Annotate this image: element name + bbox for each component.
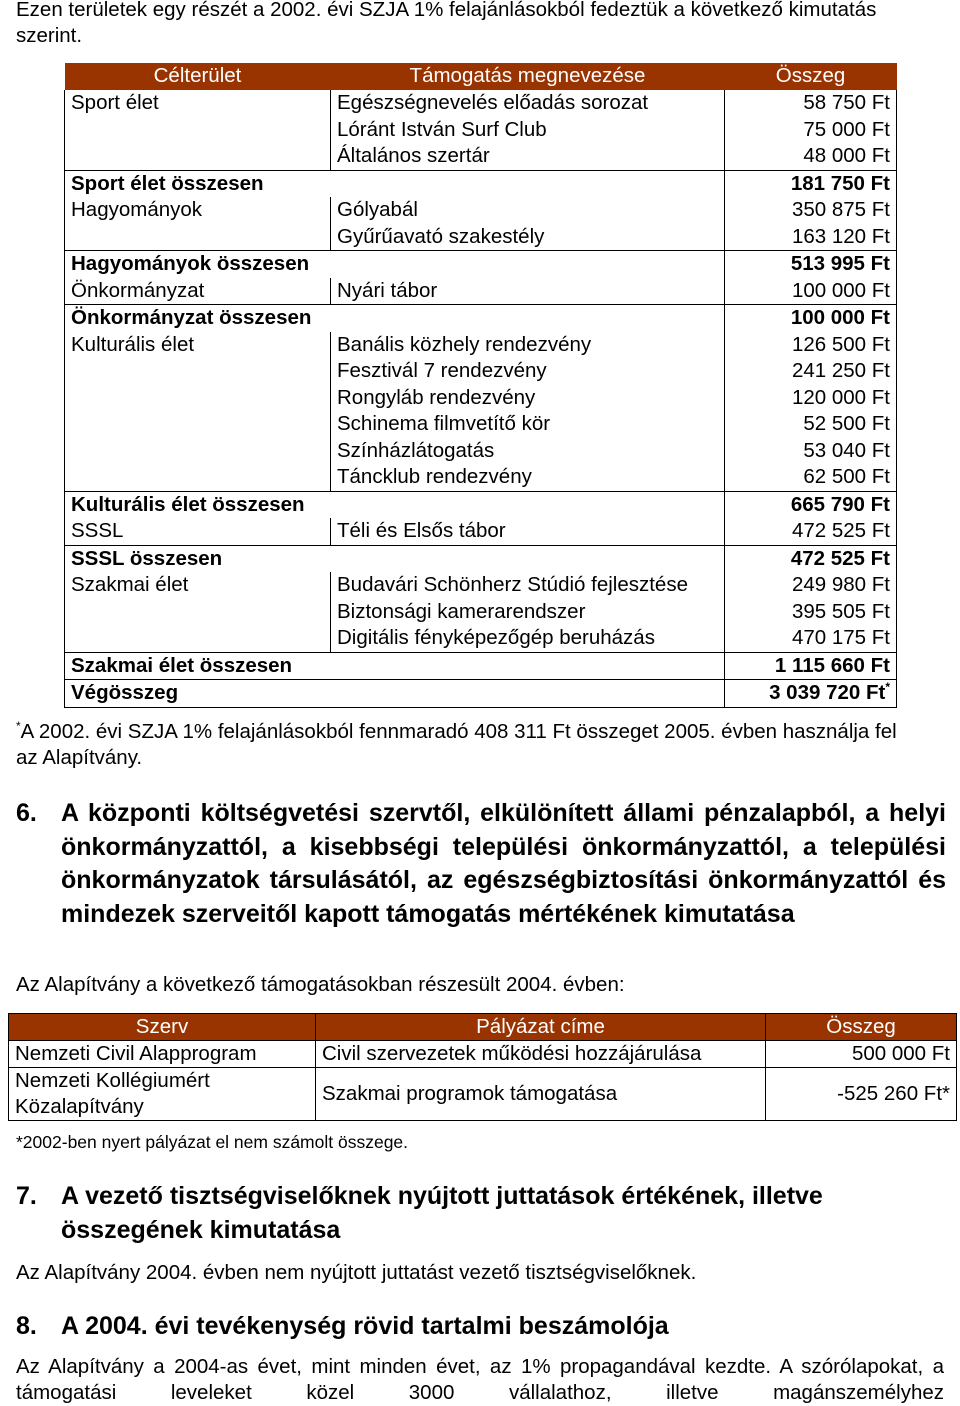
header-sum: Összeg: [766, 1014, 957, 1041]
row-name: [331, 251, 725, 278]
row-name: Budavári Schönherz Stúdió fejlesztése: [331, 572, 725, 599]
table-row: [65, 652, 897, 680]
row-amount: 163 120 Ft: [725, 224, 897, 251]
row-area: [65, 599, 331, 626]
row-amount: 120 000 Ft: [725, 385, 897, 412]
row-name: Digitális fényképezőgép beruházás: [331, 625, 725, 652]
table-row: [65, 358, 897, 385]
header-name: Támogatás megnevezése: [331, 63, 725, 90]
row-amount: 100 000 Ft: [725, 305, 897, 332]
row-name: [331, 491, 725, 518]
row-area: [65, 224, 331, 251]
row-name: [331, 652, 725, 680]
table-row: [65, 251, 897, 278]
row-name: Lóránt István Surf Club: [331, 117, 725, 144]
grand-total-row: [65, 680, 897, 708]
row-area: Hagyományok összesen: [65, 251, 331, 278]
row-amount: 48 000 Ft: [725, 143, 897, 170]
row-area: SSSL: [65, 518, 331, 545]
table-row: [65, 625, 897, 652]
grand-total-amount: [725, 680, 897, 708]
header-title: Pályázat címe: [316, 1014, 766, 1041]
section-8-number: 8.: [16, 1312, 37, 1340]
row-amount: 100 000 Ft: [725, 278, 897, 305]
row-area: [65, 117, 331, 144]
row-amount: 395 505 Ft: [725, 599, 897, 626]
table-row: [65, 518, 897, 545]
section-6-title: A központi költségvetési szervtől, elkülönített állami pénzalapból, a helyi önkormányzattól, a kisebbségi települési önkormányzattól, a települési önkormányzatok társulásától, az egészségbiztosítási önkormányzattól és mindezek szerveitől kapott támogatás mértékének kimutatása: [61, 799, 946, 928]
header-org: Szerv: [9, 1014, 316, 1041]
section-8-heading: [16, 1310, 669, 1343]
row-area: Hagyományok: [65, 197, 331, 224]
footnote-1-text: A 2002. évi SZJA 1% felajánlásokból fennmaradó 408 311 Ft összeget 2005. évben használja fel az Alapítvány.: [16, 720, 897, 769]
table-row: [65, 278, 897, 305]
table-row: [65, 438, 897, 465]
row-name: Téli és Elsős tábor: [331, 518, 725, 545]
row-amount: 62 500 Ft: [725, 464, 897, 491]
row-name: Színházlátogatás: [331, 438, 725, 465]
grand-total-spacer: [331, 680, 725, 708]
table-row: [65, 332, 897, 359]
row-area: Sport élet: [65, 90, 331, 117]
row-amount: 52 500 Ft: [725, 411, 897, 438]
row-amount: 350 875 Ft: [725, 197, 897, 224]
table-row: [9, 1041, 957, 1068]
row-name: [331, 170, 725, 197]
header-area: Célterület: [65, 63, 331, 90]
row-name: [331, 545, 725, 572]
row-area: [65, 411, 331, 438]
table-row: [65, 411, 897, 438]
section-8-paragraph: Az Alapítvány a 2004-as évet, mint minden évet, az 1% propagandával kezdte. A szórólapokat, a támogatási leveleket közel 3000 vállalathoz, illetve magánszemélyhez: [16, 1355, 944, 1404]
row-name: Egészségnevelés előadás sorozat: [331, 90, 725, 117]
row-name: Banális közhely rendezvény: [331, 332, 725, 359]
row-amount: 513 995 Ft: [725, 251, 897, 278]
row-name: Rongyláb rendezvény: [331, 385, 725, 412]
grant-title: Szakmai programok támogatása: [316, 1068, 766, 1121]
grand-total-value: 3 039 720 Ft: [769, 681, 886, 704]
table-row: [65, 572, 897, 599]
row-amount: 241 250 Ft: [725, 358, 897, 385]
row-amount: 58 750 Ft: [725, 90, 897, 117]
table-row: [65, 305, 897, 332]
section-8-title: A 2004. évi tevékenység rövid tartalmi beszámolója: [61, 1312, 669, 1340]
row-area: Önkormányzat: [65, 278, 331, 305]
funding-table: [64, 63, 897, 708]
row-area: [65, 385, 331, 412]
row-amount: 470 175 Ft: [725, 625, 897, 652]
row-area: [65, 143, 331, 170]
grant-amount: 500 000 Ft: [766, 1041, 957, 1068]
row-name: Biztonsági kamerarendszer: [331, 599, 725, 626]
section-6-heading: [16, 797, 946, 931]
row-amount: 249 980 Ft: [725, 572, 897, 599]
grants-table-header: [9, 1014, 957, 1041]
row-area: Kulturális élet: [65, 332, 331, 359]
grants-table: [8, 1013, 957, 1121]
row-name: Nyári tábor: [331, 278, 725, 305]
footnote-1: [16, 719, 916, 771]
row-area: SSSL összesen: [65, 545, 331, 572]
grant-title: Civil szervezetek működési hozzájárulása: [316, 1041, 766, 1068]
intro-text: Ezen területek egy részét a 2002. évi SZJA 1% felajánlásokból fedeztük a következő kimutatás szerint.: [16, 0, 877, 47]
table-row: [65, 117, 897, 144]
row-name: Általános szertár: [331, 143, 725, 170]
row-amount: 53 040 Ft: [725, 438, 897, 465]
table-row: [65, 143, 897, 170]
row-area: [65, 358, 331, 385]
section-7-title: A vezető tisztségviselőknek nyújtott juttatások értékének, illetve összegének kimutatása: [61, 1182, 823, 1244]
row-area: Kulturális élet összesen: [65, 491, 331, 518]
row-amount: 665 790 Ft: [725, 491, 897, 518]
header-amount: Összeg: [725, 63, 897, 90]
row-name: Fesztivál 7 rendezvény: [331, 358, 725, 385]
section-7-paragraph: Az Alapítvány 2004. évben nem nyújtott juttatást vezető tisztségviselőknek.: [16, 1261, 697, 1284]
table-row: [65, 90, 897, 117]
table-row: [65, 491, 897, 518]
row-area: Szakmai élet: [65, 572, 331, 599]
row-name: Táncklub rendezvény: [331, 464, 725, 491]
section-6-number: 6.: [16, 799, 37, 827]
table-row: [65, 545, 897, 572]
section-7-heading: [16, 1180, 946, 1247]
funding-table-header: [65, 63, 897, 90]
row-amount: 75 000 Ft: [725, 117, 897, 144]
grant-org: Nemzeti Kollégiumért Közalapítvány: [9, 1068, 316, 1121]
row-amount: 126 500 Ft: [725, 332, 897, 359]
row-amount: 1 115 660 Ft: [725, 652, 897, 680]
row-name: [331, 305, 725, 332]
row-area: Önkormányzat összesen: [65, 305, 331, 332]
row-area: [65, 438, 331, 465]
row-amount: 181 750 Ft: [725, 170, 897, 197]
grand-total-label: Végösszeg: [65, 680, 331, 708]
table-row: [65, 464, 897, 491]
table-row: [9, 1068, 957, 1121]
section-6-paragraph: Az Alapítvány a következő támogatásokban részesült 2004. évben:: [16, 973, 625, 996]
row-area: Szakmai élet összesen: [65, 652, 331, 680]
section-7-number: 7.: [16, 1182, 37, 1210]
table-row: [65, 385, 897, 412]
row-area: [65, 464, 331, 491]
footnote-mark: *: [16, 719, 21, 734]
grand-total-mark: *: [885, 680, 890, 695]
row-amount: 472 525 Ft: [725, 518, 897, 545]
table-row: [65, 197, 897, 224]
row-name: Gólyabál: [331, 197, 725, 224]
grant-amount: -525 260 Ft*: [766, 1068, 957, 1121]
footnote-2: *2002-ben nyert pályázat el nem számolt összege.: [16, 1132, 409, 1152]
table-row: [65, 224, 897, 251]
row-name: Gyűrűavató szakestély: [331, 224, 725, 251]
row-amount: 472 525 Ft: [725, 545, 897, 572]
table-row: [65, 170, 897, 197]
grant-org: Nemzeti Civil Alapprogram: [9, 1041, 316, 1068]
table-row: [65, 599, 897, 626]
row-name: Schinema filmvetítő kör: [331, 411, 725, 438]
row-area: [65, 625, 331, 652]
row-area: Sport élet összesen: [65, 170, 331, 197]
